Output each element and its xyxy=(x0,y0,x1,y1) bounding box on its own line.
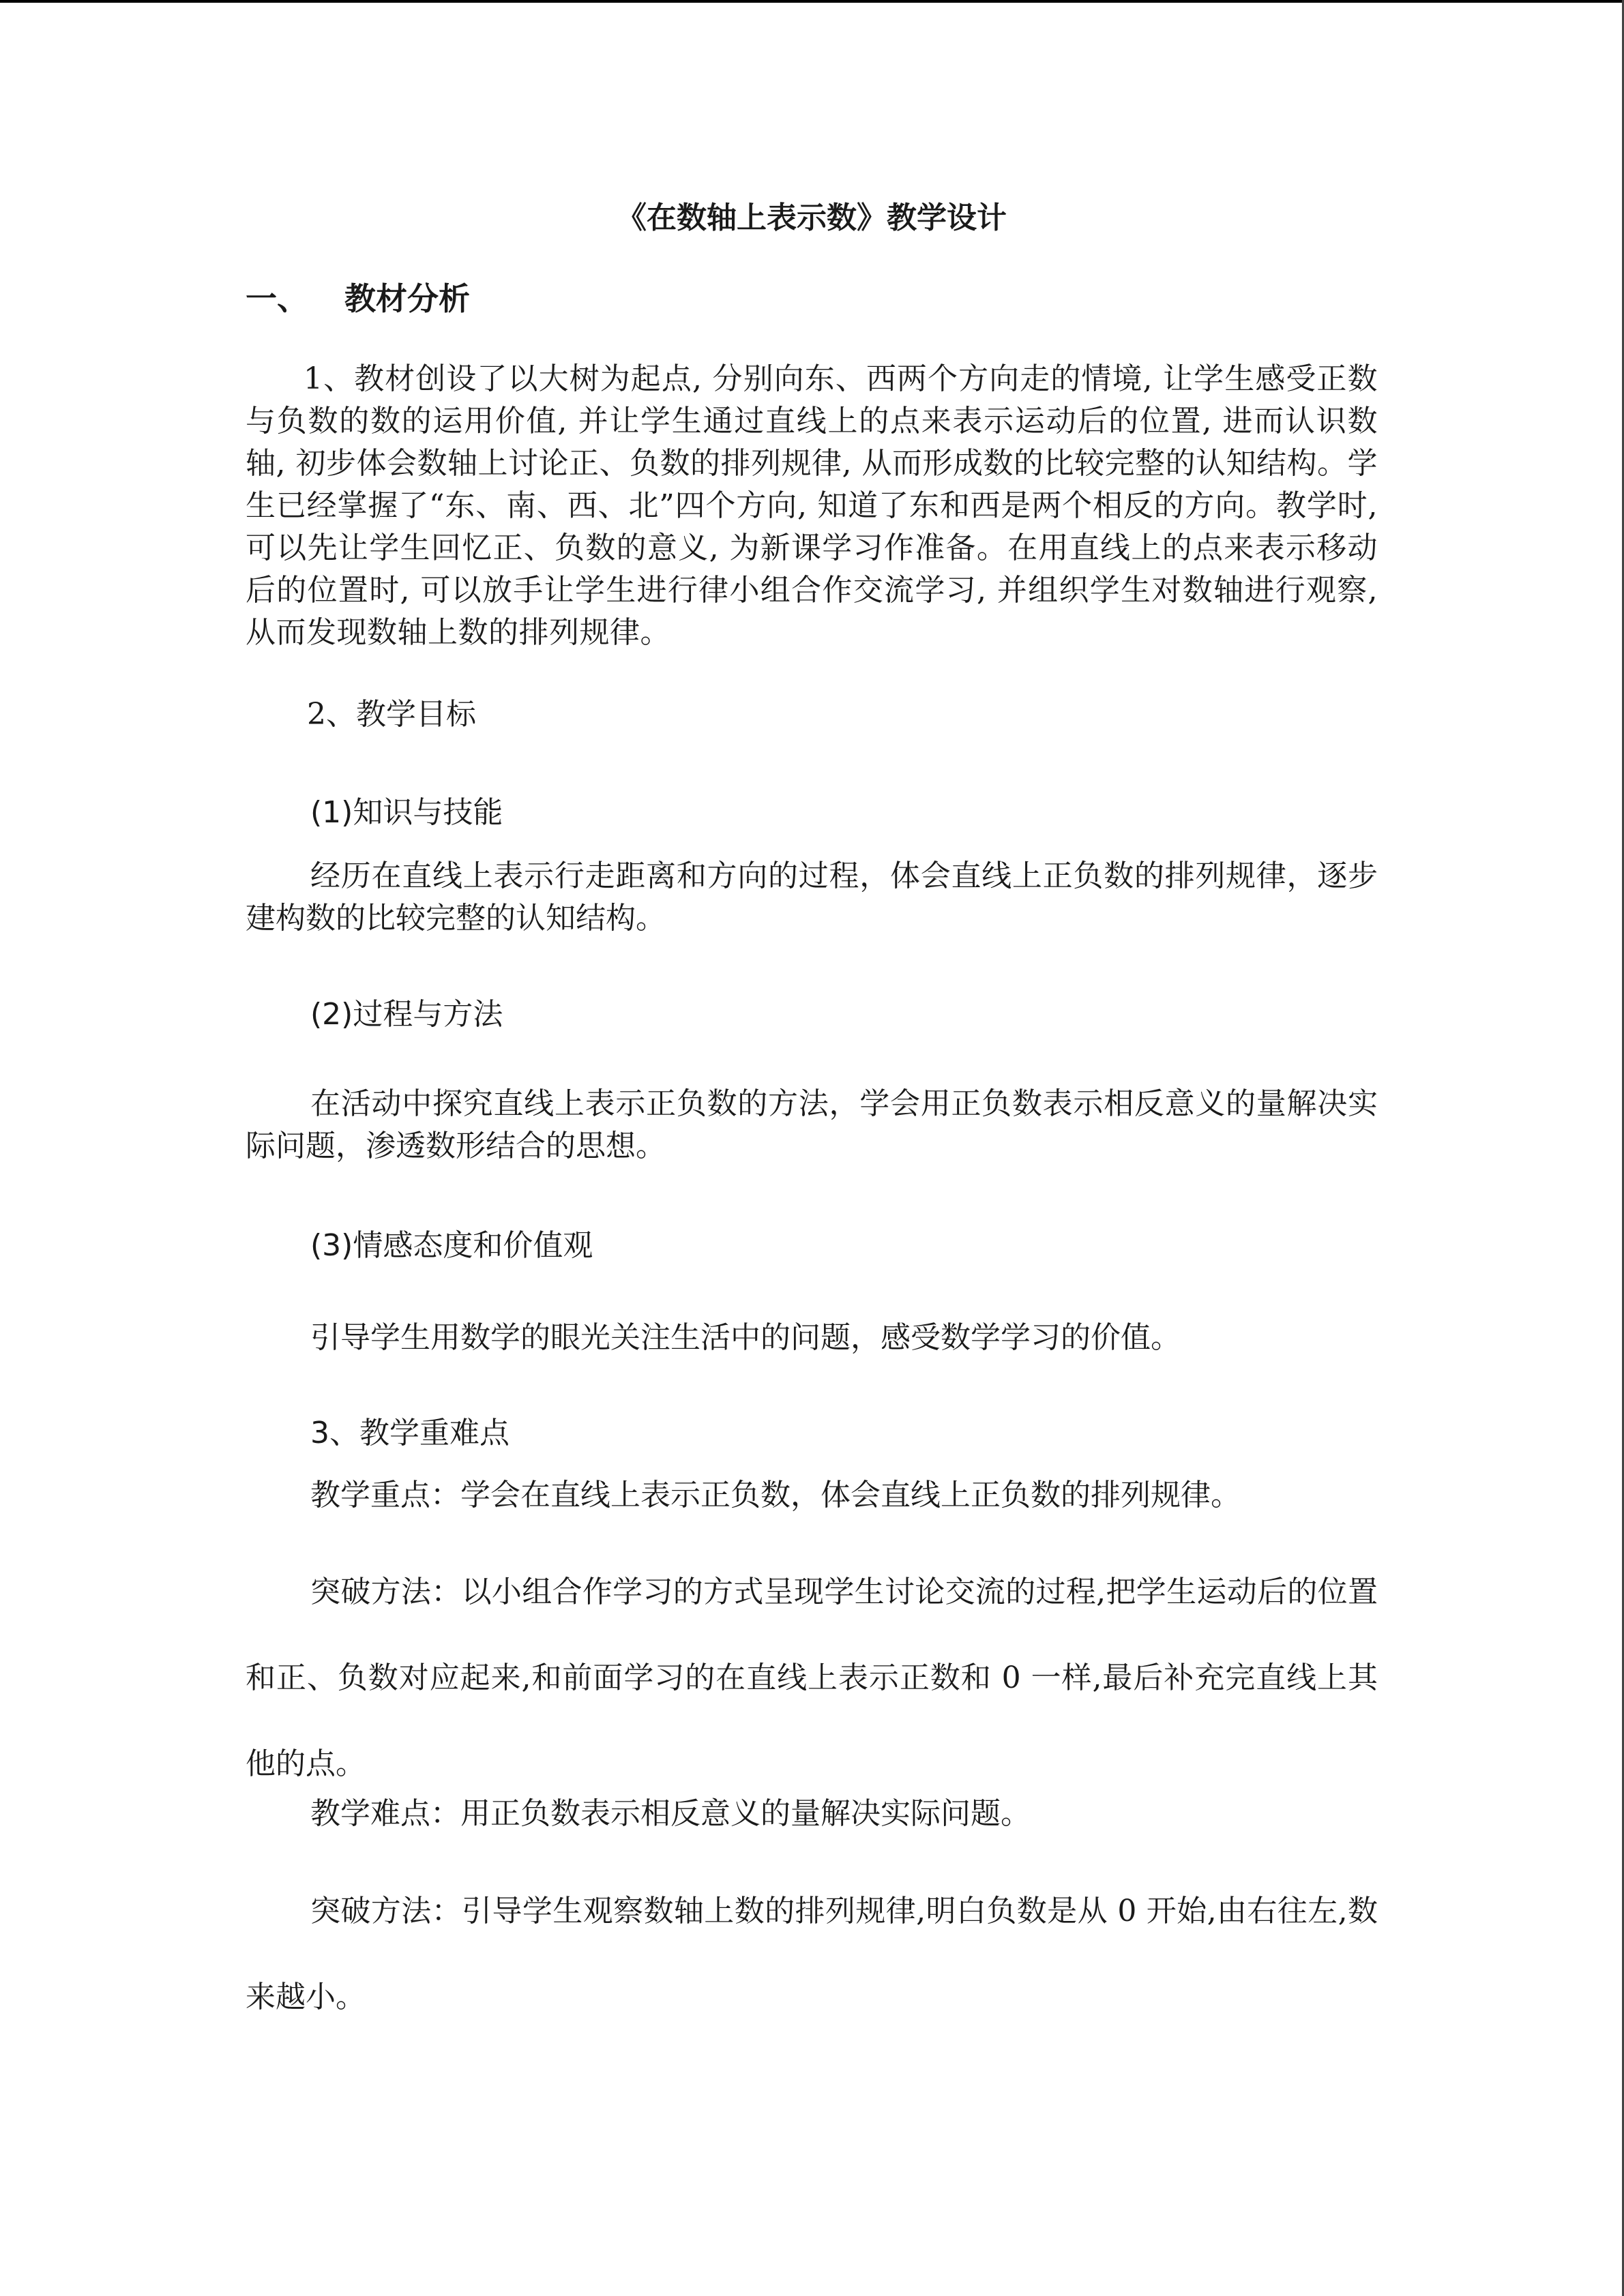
section-number: 一、 xyxy=(246,280,308,317)
page-top-border xyxy=(0,0,1624,3)
paragraph-goal-attitude-values: 引导学生用数学的眼光关注生活中的问题，感受数学学习的价值。 xyxy=(310,1320,1181,1355)
paragraph-textbook-intro: 1、教材创设了以大树为起点, 分别向东、西两个方向走的情境, 让学生感受正数与负数的数的运用价值, 并让学生通过直线上的点来表示运动后的位置, 进而认识数轴, 初步体会数轴上讨论正、负数的排列规律, 从而形成数的比较完整的认知结构。学生已经掌握了“东、南、西、北”四个方向, 知道了东和西是两个相反的方向。教学时, 可以先让学生回忆正、负数的意义, 为新课学习作准备。在用直线上的点来表示移动后的位置时, 可以放手让学生进行律小组合作交流学习, 并组织学生对数轴进行观察, 从而发现数轴上数的排列规律。 xyxy=(246,361,1378,650)
section-heading-textbook-analysis xyxy=(246,278,470,319)
heading-goal-knowledge-skills: (1)知识与技能 xyxy=(310,795,503,830)
paragraph-difficulty-method: 突破方法：引导学生观察数轴上数的排列规律,明白负数是从 0 开始,由右往左,数来越小。 xyxy=(246,1894,1378,2014)
paragraph-key-method: 突破方法：以小组合作学习的方式呈现学生讨论交流的过程,把学生运动后的位置和正、负数对应起来,和前面学习的在直线上表示正数和 0 一样,最后补充完直线上其他的点。 xyxy=(246,1575,1378,1781)
paragraph-goal-knowledge-skills: 经历在直线上表示行走距离和方向的过程，体会直线上正负数的排列规律，逐步建构数的比较完整的认知结构。 xyxy=(246,859,1378,936)
heading-key-difficult-points: 3、教学重难点 xyxy=(310,1416,510,1450)
heading-goal-attitude-values: (3)情感态度和价值观 xyxy=(310,1228,593,1263)
document-title: 《在数轴上表示数》教学设计 xyxy=(617,200,1007,235)
heading-goal-process-methods: (2)过程与方法 xyxy=(310,997,503,1032)
paragraph-goal-process-methods: 在活动中探究直线上表示正负数的方法，学会用正负数表示相反意义的量解决实际问题，渗透数形结合的思想。 xyxy=(246,1086,1378,1163)
heading-teaching-goals: 2、教学目标 xyxy=(307,697,476,732)
paragraph-difficulty-point: 教学难点：用正负数表示相反意义的量解决实际问题。 xyxy=(310,1796,1031,1831)
section-heading-text: 教材分析 xyxy=(344,280,470,317)
paragraph-key-point: 教学重点：学会在直线上表示正负数，体会直线上正负数的排列规律。 xyxy=(310,1478,1241,1512)
